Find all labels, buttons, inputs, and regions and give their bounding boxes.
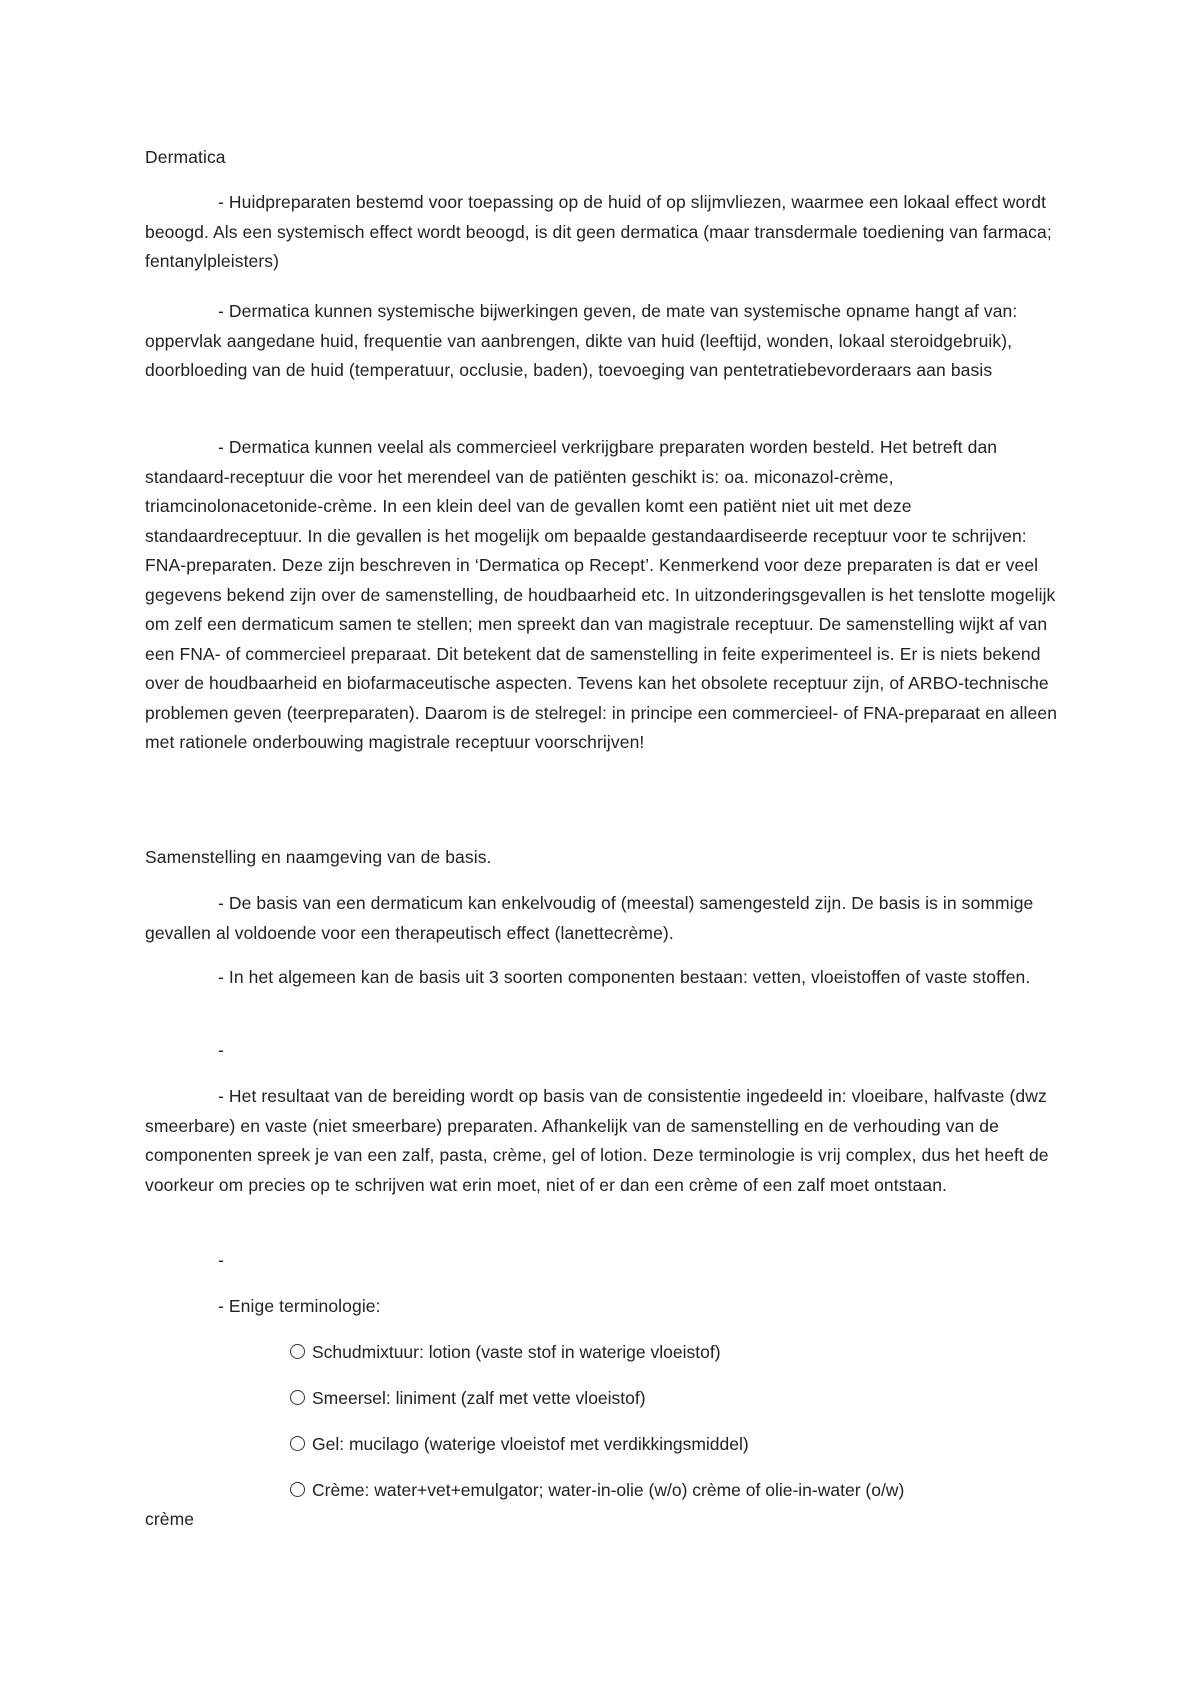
empty-dash-2-text: - — [218, 1250, 224, 1270]
paragraph-1-text: - Huidpreparaten bestemd voor toepassing op de huid of op slijmvliezen, waarmee een lokaal effect wordt beoogd. Als een systemisch effect wordt beoogd, is dit geen dermatica (maar transdermale toediening van farmaca; fentanylpleisters) — [145, 192, 1052, 271]
circle-bullet-icon — [290, 1344, 305, 1359]
empty-dash-1-text: - — [218, 1040, 224, 1060]
bullet-item-3-text: Gel: mucilago (waterige vloeistof met verdikkingsmiddel) — [312, 1434, 749, 1454]
empty-dash-2 — [145, 1246, 1065, 1276]
circle-bullet-icon — [290, 1482, 305, 1497]
bullet-item-2-text: Smeersel: liniment (zalf met vette vloeistof) — [312, 1388, 646, 1408]
paragraph-4-text: - De basis van een dermaticum kan enkelvoudig of (meestal) samengesteld zijn. De basis is in sommige gevallen al voldoende voor een therapeutisch effect (lanettecrème). — [145, 893, 1034, 943]
paragraph-7-text: - Enige terminologie: — [218, 1296, 381, 1316]
paragraph-2-text: - Dermatica kunnen systemische bijwerkingen geven, de mate van systemische opname hangt af van: oppervlak aangedane huid, frequentie van aanbrengen, dikte van huid (leeftijd, wonden, lokaal steroidgebruik), doorbloeding van de huid (temperatuur, occlusie, baden), toevoeging van pentetratiebevorderaars aan basis — [145, 301, 1018, 380]
bullet-item-3 — [290, 1430, 1050, 1460]
section-heading-samenstelling: Samenstelling en naamgeving van de basis. — [145, 847, 492, 867]
paragraph-1 — [145, 188, 1065, 277]
bullet-item-1 — [290, 1338, 1050, 1368]
bullet-item-1-text: Schudmixtuur: lotion (vaste stof in waterige vloeistof) — [312, 1342, 721, 1362]
paragraph-3 — [145, 433, 1065, 758]
circle-bullet-icon — [290, 1436, 305, 1451]
paragraph-7 — [145, 1292, 1065, 1322]
paragraph-6-text: - Het resultaat van de bereiding wordt op basis van de consistentie ingedeeld in: vloeibare, halfvaste (dwz smeerbare) en vaste (niet smeerbare) preparaten. Afhankelijk van de samenstelling en de verhouding van de componenten spreek je van een zalf, pasta, crème, gel of lotion. Deze terminologie is vrij complex, dus het heeft de voorkeur om precies op te schrijven wat erin moet, niet of er dan een crème of een zalf moet ontstaan. — [145, 1086, 1049, 1195]
paragraph-5-text: - In het algemeen kan de basis uit 3 soorten componenten bestaan: vetten, vloeistoffen of vaste stoffen. — [218, 967, 1031, 987]
paragraph-3-text: - Dermatica kunnen veelal als commercieel verkrijgbare preparaten worden besteld. Het betreft dan standaard-receptuur die voor het merendeel van de patiënten geschikt is: oa. miconazol-crème, triamcinolonacetonide-crème. In een klein deel van de gevallen komt een patiënt niet uit met deze standaardreceptuur. In die gevallen is het mogelijk om bepaalde gestandaardiseerde receptuur voor te schrijven: FNA-preparaten. Deze zijn beschreven in ‘Dermatica op Recept’. Kenmerkend voor deze preparaten is dat er veel gegevens bekend zijn over de samenstelling, de houdbaarheid etc. In uitzonderingsgevallen is het tenslotte mogelijk om zelf een dermaticum samen te stellen; men spreekt dan van magistrale receptuur. De samenstelling wijkt af van een FNA- of commercieel preparaat. Dit betekent dat de samenstelling in feite experimenteel is. Er is niets bekend over de houdbaarheid en biofarmaceutische aspecten. Tevens kan het obsolete receptuur zijn, of ARBO-technische problemen geven (teerpreparaten). Daarom is de stelregel: in principe een commercieel- of FNA-preparaat en alleen met rationele onderbouwing magistrale receptuur voorschrijven! — [145, 437, 1058, 752]
bullet-continuation: crème — [145, 1509, 195, 1529]
empty-dash-1 — [145, 1036, 1065, 1066]
bullet-item-4-text: Crème: water+vet+emulgator; water-in-olie (w/o) crème of olie-in-water (o/w) — [312, 1480, 905, 1500]
paragraph-4 — [145, 889, 1065, 948]
paragraph-6 — [145, 1082, 1065, 1200]
bullet-item-4 — [290, 1476, 1050, 1506]
bullet-item-2 — [290, 1384, 1050, 1414]
section-heading-dermatica: Dermatica — [145, 147, 226, 167]
paragraph-5 — [145, 963, 1065, 993]
circle-bullet-icon — [290, 1390, 305, 1405]
paragraph-2 — [145, 297, 1065, 386]
